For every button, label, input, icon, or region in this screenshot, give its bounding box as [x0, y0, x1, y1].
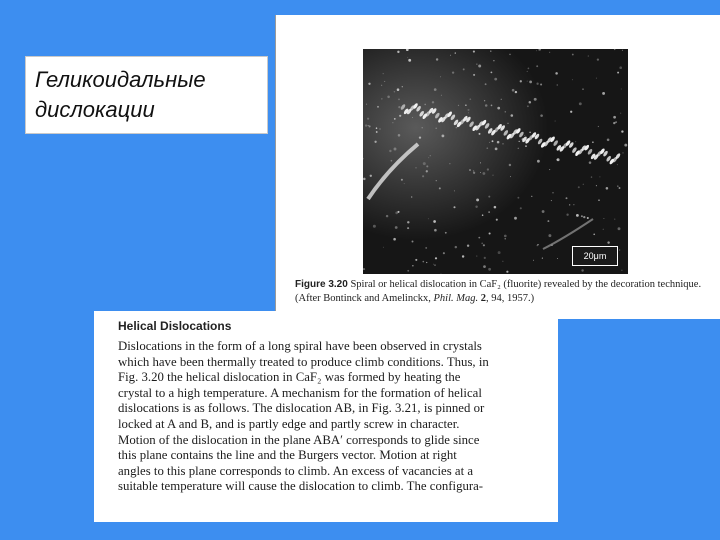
caption-text: Spiral or helical dislocation in CaF₂ (fluorite) revealed by the decoration technique. (After Bontinck and Amelinckx, — [295, 279, 702, 304]
slide-title-line-1: Геликоидальные — [35, 67, 206, 92]
body-line: locked at A and B, and is partly edge and partly screw in character. — [118, 416, 460, 431]
micrograph-graphic — [363, 49, 628, 274]
body-line: which have been thermally treated to produce climb conditions. Thus, in — [118, 354, 489, 369]
scale-bar: 20μm — [572, 246, 618, 266]
body-line: angles to this plane corresponds to climb. An excess of vacancies at a — [118, 463, 474, 478]
body-line: Dislocations in the form of a long spiral have been observed in crystals — [118, 339, 482, 353]
slide-title-line-2: дислокации — [35, 97, 155, 122]
micrograph-image — [363, 49, 628, 274]
slide-title-box — [25, 56, 268, 134]
body-line: suitable temperature will cause the dislocation to climb. The configura- — [118, 479, 484, 494]
body-line: Motion of the dislocation in the plane ABA′ corresponds to glide since — [118, 432, 480, 447]
figure-caption — [295, 278, 705, 306]
caption-label: Figure 3.20 — [295, 279, 348, 290]
body-line: crystal to a high temperature. A mechanism for the formation of helical — [118, 385, 482, 400]
caption-volume: 2 — [480, 293, 487, 304]
figure-panel — [275, 15, 720, 319]
section-heading: Helical Dislocations — [118, 319, 232, 333]
body-line: this plane contains the line and the Burgers vector. Motion at right — [118, 448, 457, 463]
caption-journal: Phil. Mag. — [433, 293, 479, 304]
body-line: dislocations is as follows. The dislocation AB, in Fig. 3.21, is pinned or — [118, 401, 485, 416]
caption-tail: , 94, 1957.) — [486, 293, 535, 304]
text-excerpt-panel — [94, 311, 558, 522]
body-line: Fig. 3.20 the helical dislocation in CaF₂ was formed by heating the — [118, 370, 461, 385]
